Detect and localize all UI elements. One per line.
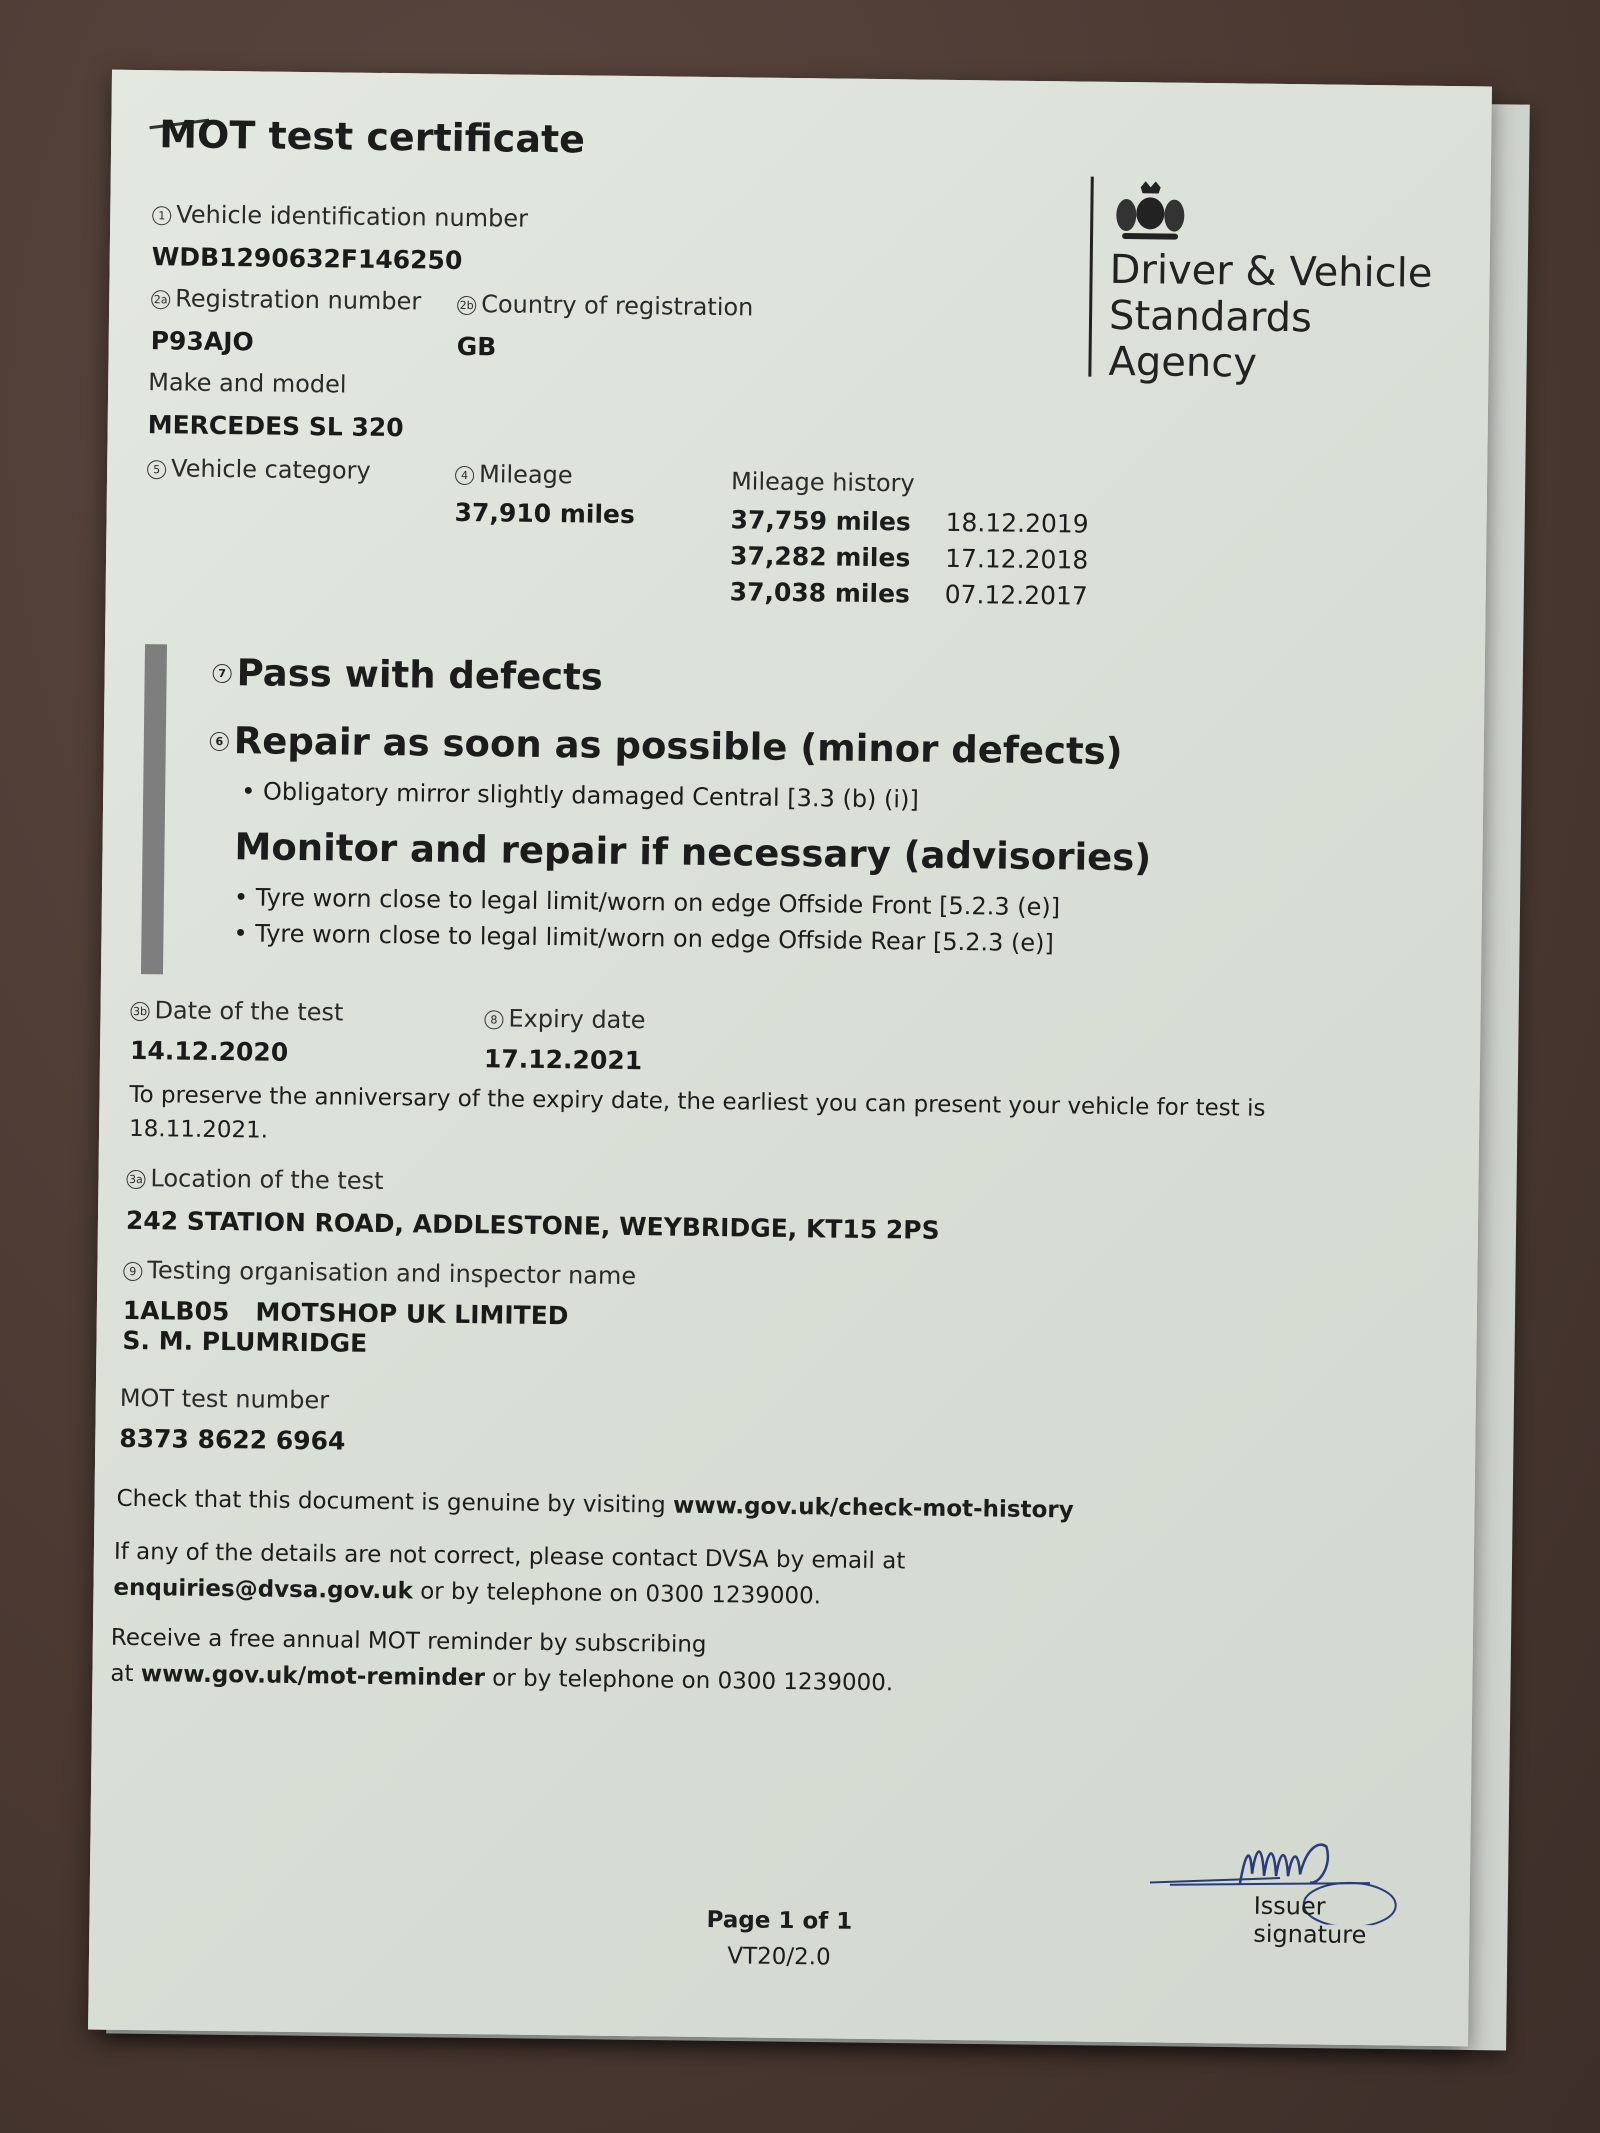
page-number: Page 1 of 1: [706, 1907, 853, 1935]
registration-label: 2a Registration number: [151, 284, 421, 315]
agency-line-1: Driver & Vehicle: [1109, 246, 1433, 297]
advisories-heading: Monitor and repair if necessary (advisories): [234, 825, 1152, 880]
mot-reminder-link[interactable]: www.gov.uk/mot-reminder: [140, 1661, 486, 1692]
minor-defect-item: • Obligatory mirror slightly damaged Central [3.3 (b) (i)]: [241, 777, 919, 814]
country-value: GB: [456, 331, 497, 362]
dvsa-email-link[interactable]: enquiries@dvsa.gov.uk: [113, 1574, 414, 1605]
page-title: MOT test certificate: [158, 112, 586, 162]
history-miles: 37,282 miles: [729, 541, 911, 573]
reminder-line: Receive a free annual MOT reminder by subscribing: [110, 1624, 707, 1659]
result-indicator-bar: [141, 644, 167, 974]
field-number: 2b: [457, 296, 476, 315]
issuer-signature-label: Issuer signature: [1253, 1891, 1367, 1950]
genuine-check-text: Check that this document is genuine by visiting www.gov.uk/check-mot-history: [116, 1485, 1074, 1524]
mileage-label: 4 Mileage: [455, 460, 573, 489]
vin-value: WDB1290632F146250: [151, 242, 463, 275]
registration-value: P93AJO: [150, 326, 254, 357]
preserve-note-line: To preserve the anniversary of the expiry date, the earliest you can present your vehicle for test is: [129, 1081, 1266, 1122]
mileage-value: 37,910 miles: [454, 497, 636, 530]
field-number: 3a: [126, 1170, 145, 1189]
make-model-value: MERCEDES SL 320: [147, 410, 404, 443]
inspector-name: S. M. PLUMRIDGE: [122, 1325, 368, 1358]
advisory-item: • Tyre worn close to legal limit/worn on edge Offside Front [5.2.3 (e)]: [233, 883, 1061, 922]
field-number: 7: [213, 664, 232, 683]
agency-line-2: Standards: [1108, 292, 1313, 342]
form-code: VT20/2.0: [727, 1943, 831, 1971]
vehicle-category-label: 5 Vehicle category: [147, 454, 371, 485]
organisation-label: 9 Testing organisation and inspector name: [123, 1256, 636, 1290]
agency-name: [1108, 247, 1450, 389]
vin-label: 1 Vehicle identification number: [152, 200, 528, 233]
reminder-text: Receive a free annual MOT reminder by subscribing at www.gov.uk/mot-reminder or by telephone on 0300 1239000.: [110, 1620, 894, 1702]
agency-line-3: Agency: [1108, 338, 1258, 387]
mileage-history-row: [730, 505, 1088, 538]
contact-line: If any of the details are not correct, please contact DVSA by email at: [113, 1538, 906, 1575]
make-model-label: Make and model: [148, 368, 347, 399]
royal-crest-icon: [1112, 181, 1189, 244]
expiry-date-value: 17.12.2021: [483, 1044, 643, 1076]
mileage-history-row: [730, 541, 1088, 574]
field-number: 9: [123, 1262, 142, 1281]
location-value: 242 STATION ROAD, ADDLESTONE, WEYBRIDGE, KT15 2PS: [125, 1205, 940, 1245]
mileage-history-label: Mileage history: [730, 467, 915, 498]
country-label: 2b Country of registration: [457, 290, 754, 322]
field-number: 3b: [130, 1002, 149, 1021]
check-mot-history-link[interactable]: www.gov.uk/check-mot-history: [672, 1492, 1074, 1524]
field-number: 2a: [151, 290, 170, 309]
test-result: 7 Pass with defects: [212, 651, 603, 699]
history-miles: 37,759 miles: [730, 505, 911, 537]
mileage-history-row: [730, 577, 1088, 610]
advisory-item: • Tyre worn close to legal limit/worn on edge Offside Rear [5.2.3 (e)]: [233, 919, 1055, 958]
history-date: 17.12.2018: [944, 543, 1089, 575]
test-number-label: MOT test number: [119, 1383, 330, 1415]
test-date-value: 14.12.2020: [129, 1035, 289, 1067]
history-date: 07.12.2017: [944, 579, 1088, 611]
contact-text: If any of the details are not correct, please contact DVSA by email at enquiries@dvsa.gov.uk or by telephone on 0300 1239000.: [113, 1534, 905, 1616]
expiry-date-label: 8 Expiry date: [484, 1004, 645, 1034]
field-number: 1: [152, 206, 171, 225]
test-date-label: 3b Date of the test: [130, 996, 343, 1027]
field-number: 4: [455, 466, 474, 485]
minor-defects-heading: 6 Repair as soon as possible (minor defects): [210, 719, 1123, 773]
signature-area: [1149, 1832, 1410, 1950]
expiry-preserve-note: [129, 1078, 1380, 1161]
test-number-value: 8373 8622 6964: [119, 1423, 346, 1456]
history-date: 18.12.2019: [945, 507, 1089, 539]
logo-divider: [1088, 177, 1093, 377]
certificate-sheet: [88, 70, 1492, 2047]
field-number: 8: [484, 1010, 503, 1029]
location-label: 3a Location of the test: [126, 1164, 383, 1195]
history-miles: 37,038 miles: [729, 577, 911, 609]
field-number: 6: [210, 732, 229, 751]
field-number: 5: [147, 460, 166, 479]
organisation-value: 1ALB05 MOTSHOP UK LIMITED: [122, 1295, 569, 1331]
preserve-note-line: 18.11.2021.: [128, 1115, 269, 1144]
